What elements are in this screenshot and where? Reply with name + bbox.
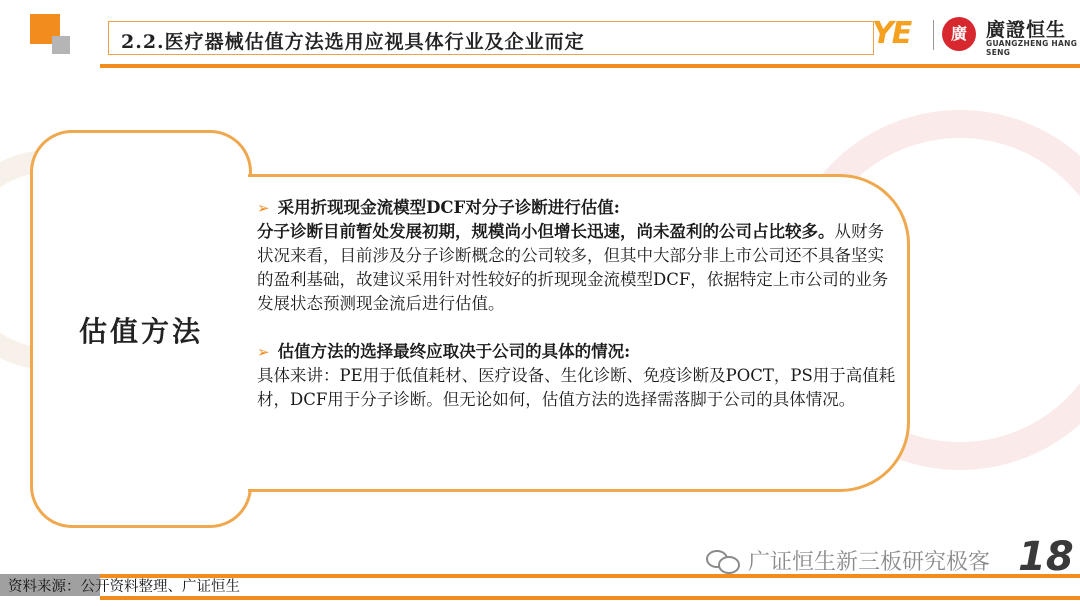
source-note: 资料来源：公开资料整理、广证恒生 <box>8 579 240 595</box>
wechat-label: 广证恒生新三板研究极客 <box>748 550 991 575</box>
ye-logo-icon: YE <box>872 16 911 51</box>
content-body <box>257 196 897 412</box>
corner-square-gray <box>52 36 70 54</box>
section1-bold-text: 分子诊断目前暂处发展初期，规模尚小但增长迅速，尚未盈利的公司占比较多。 <box>257 222 835 241</box>
seal-logo-icon: 廣 <box>942 17 976 51</box>
section1-paragraph <box>257 220 897 316</box>
company-name: 廣證恒生 <box>986 19 1067 41</box>
page-title: 2.2.医疗器械估值方法选用应视具体行业及企业而定 <box>121 31 585 53</box>
arrow-bullet-icon: ➢ <box>257 343 270 361</box>
wechat-icon <box>706 548 740 572</box>
section2-heading: ➢ 估值方法的选择最终应取决于公司的具体的情况: <box>257 342 631 361</box>
title-box <box>108 21 874 55</box>
page-number: 18 <box>1018 534 1074 580</box>
company-name-en: GUANGZHENG HANG SENG <box>986 39 1078 57</box>
section2-paragraph: 具体来讲：PE用于低值耗材、医疗设备、生化诊断、免疫诊断及POCT，PS用于高值耗材，DCF用于分子诊断。但无论如何，估值方法的选择需落脚于公司的具体情况。 <box>257 366 896 409</box>
logo-divider <box>933 20 934 50</box>
method-label: 估值方法 <box>78 315 203 348</box>
footer-line-bottom <box>100 596 1080 600</box>
arrow-bullet-icon: ➢ <box>257 199 270 217</box>
header-divider <box>100 64 1080 68</box>
section1-heading: ➢ 采用折现现金流模型DCF对分子诊断进行估值: <box>257 198 620 217</box>
wechat-watermark <box>706 545 990 576</box>
method-box <box>30 130 252 528</box>
section1-text: 从财务状况来看，目前涉及分子诊断概念的公司较多，但其中大部分非上市公司还不具备坚实的盈利基础，故建议采用针对性较好的折现现金流模型DCF，依据特定上市公司的业务发展状态预测现金流后进行估值。 <box>257 222 889 313</box>
